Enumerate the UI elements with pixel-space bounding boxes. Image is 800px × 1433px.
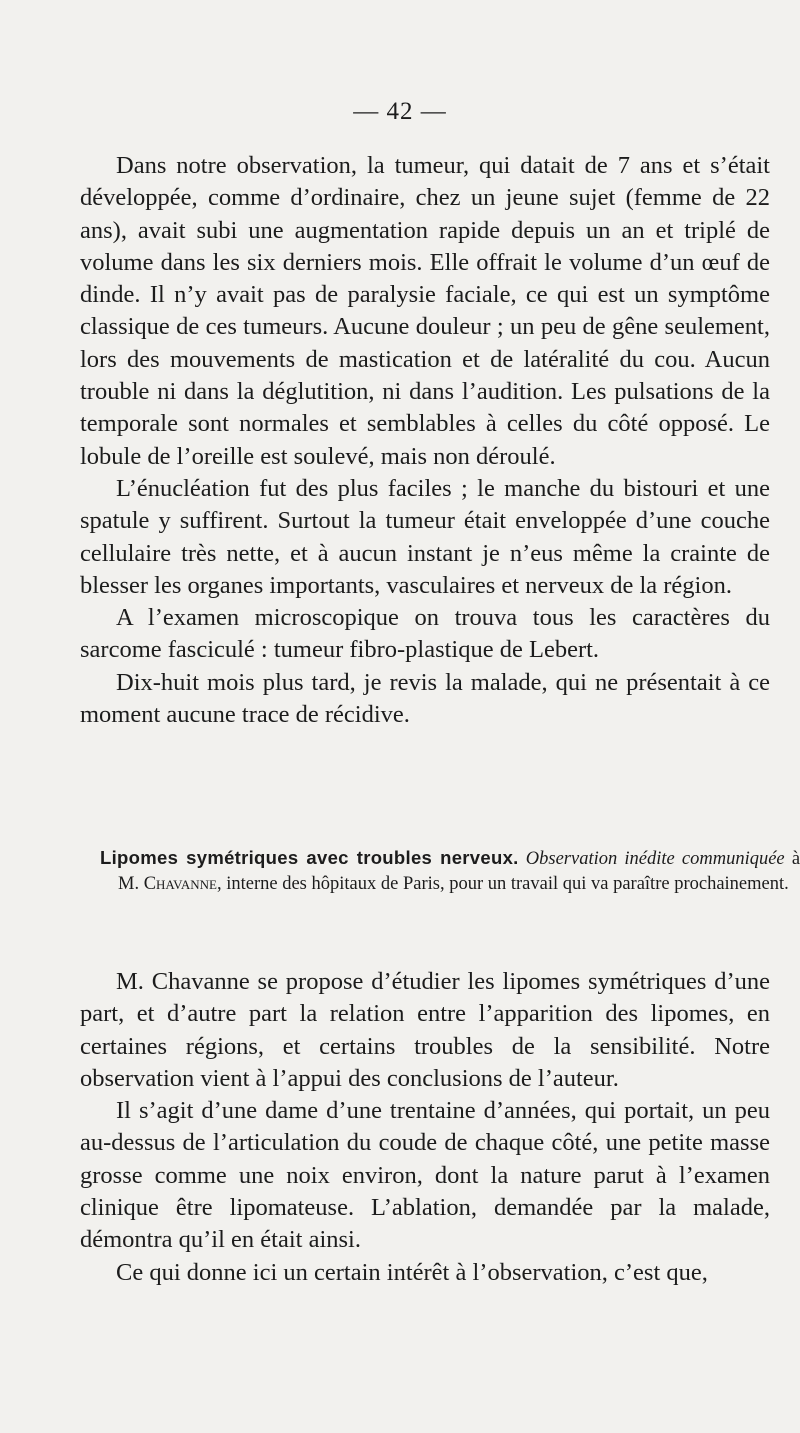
section-rest-suffix: , interne des hôpitaux de Paris, pour un travail qui va paraître prochainement.: [216, 874, 789, 894]
paragraph-chavanne: M. Chavanne se propose d’étudier les lipomes symétriques d’une part, et d’autre part la relation entre l’apparition des lipomes, en certaines régions, et certains troubles de la sensibilité. Notre observation vient à l’appui des conclusions de l’auteur.: [80, 968, 770, 1092]
top-text-block: [80, 150, 770, 731]
paragraph-interest: Ce qui donne ici un certain intérêt à l’observation, c’est que,: [116, 1258, 708, 1286]
page-number: — 42 —: [353, 98, 447, 125]
bottom-text-block: [80, 966, 770, 1289]
paragraph-enucleation: L’énucléation fut des plus faciles ; le manche du bistouri et une spatule y suffirent. Surtout la tumeur était enveloppée d’une couche cellulaire très nette, et à aucun instant je n’eus même la crainte de blesser les organes importants, vasculaires et nerveux de la région.: [80, 474, 770, 599]
paragraph-microscopic: A l’examen microscopique on trouva tous les caractères du sarcome fasciculé : tumeur fibro-plastique de Lebert.: [80, 604, 770, 664]
section-title: Lipomes symétriques avec troubles nerveux.: [100, 847, 519, 868]
section-rest-prefix: à M.: [118, 849, 800, 894]
paragraph-observation: Dans notre observation, la tumeur, qui datait de 7 ans et s’était développée, comme d’ordinaire, chez un jeune sujet (femme de 22 ans), avait subi une augmentation rapide depuis un an et triplé de volume dans les six derniers mois. Elle offrait le volume d’un œuf de dinde. Il n’y avait pas de paralysie faciale, ce qui est un symptôme classique de ces tumeurs. Aucune douleur ; un peu de gêne seulement, lors des mouvements de mastication et de latéralité du cou. Aucun trouble ni dans la déglutition, ni dans l’audition. Les pulsations de la temporale sont normales et semblables à celles du côté opposé. Le lobule de l’oreille est soulevé, mais non déroulé.: [80, 152, 770, 470]
section-heading: [100, 845, 800, 897]
section-author-name: Chavanne: [143, 874, 217, 894]
paragraph-patient: Il s’agit d’une dame d’une trentaine d’années, qui portait, un peu au-dessus de l’articulation du coude de chaque côté, une petite masse grosse comme une noix environ, dont la nature parut à l’examen clinique être lipomateuse. L’ablation, demandée par la malade, démontra qu’il en était ainsi.: [80, 1097, 770, 1254]
section-italic-note: Observation inédite communiquée: [525, 849, 785, 869]
paragraph-follow-up: Dix-huit mois plus tard, je revis la malade, qui ne présentait à ce moment aucune trace de récidive.: [80, 668, 770, 729]
